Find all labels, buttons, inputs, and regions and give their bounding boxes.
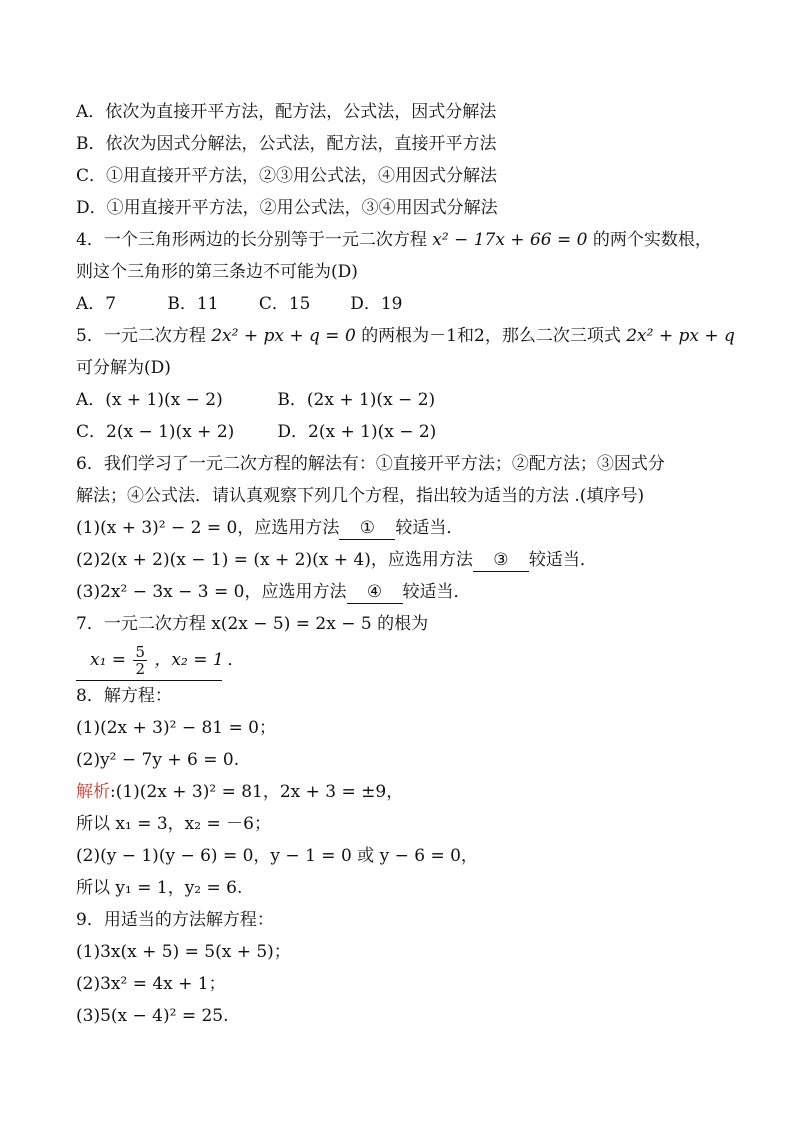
q6-item-1 bbox=[76, 512, 736, 544]
q8-solution-3: (2)(y − 1)(y − 6) = 0，y − 1 = 0 或 y − 6 = 0， bbox=[76, 846, 478, 866]
q6-item-3-equation: (3)2x² − 3x − 3 = 0，应选用方法 bbox=[76, 582, 347, 602]
option-a-line: A．依次为直接开平方法，配方法，公式法，因式分解法 bbox=[76, 102, 497, 122]
jiexi-label: 解析 bbox=[76, 782, 110, 802]
question-7-answer bbox=[76, 640, 736, 680]
question-9-title: 9．用适当的方法解方程： bbox=[76, 910, 274, 930]
option-c-line: C．①用直接开平方法，②③用公式法，④用因式分解法 bbox=[76, 166, 498, 186]
q4-text-tail: 的两个实数根， bbox=[592, 230, 712, 250]
question-4-options bbox=[76, 288, 736, 320]
option-b-line: B．依次为因式分解法，公式法，配方法，直接开平方法 bbox=[76, 134, 497, 154]
q7-fraction-denominator: 2 bbox=[135, 660, 146, 678]
q7-end-mark: ． bbox=[227, 650, 245, 670]
q6-item-2 bbox=[76, 544, 736, 576]
q4-option-d: D．19 bbox=[350, 294, 403, 314]
q5-text-mid: 的两根为－1和2，那么二次三项式 bbox=[361, 326, 621, 346]
q7-answer-blank bbox=[76, 640, 222, 681]
q8-solution-1 bbox=[76, 776, 736, 808]
q5-expression: 2x² + px + q bbox=[626, 326, 735, 346]
q9-equation-1: (1)3x(x + 5) = 5(x + 5)； bbox=[76, 942, 291, 962]
q5-text: 5．一元二次方程 bbox=[76, 326, 206, 346]
q7-x1-label: x₁ = bbox=[90, 650, 127, 670]
q8-solution-2: 所以 x₁ = 3，x₂ = －6； bbox=[76, 814, 271, 834]
q8-solution-1-text: :(1)(2x + 3)² = 81，2x + 3 = ±9， bbox=[110, 782, 404, 802]
q6-item-1-answer-blank: ① bbox=[339, 517, 395, 540]
q6-item-3-answer-blank: ④ bbox=[347, 581, 403, 604]
q4-option-b: B．11 bbox=[167, 294, 219, 314]
question-5-options-row2 bbox=[76, 416, 736, 448]
q4-equation: x² − 17x + 66 = 0 bbox=[432, 230, 588, 250]
q9-equation-3: (3)5(x − 4)² = 25. bbox=[76, 1006, 229, 1026]
question-4-stem bbox=[76, 224, 736, 256]
q7-x2-part: ，x₂ = 1 bbox=[154, 650, 224, 670]
q7-fraction-numerator: 5 bbox=[135, 643, 146, 661]
q4-text: 4．一个三角形两边的长分别等于一元二次方程 bbox=[76, 230, 427, 250]
q6-item-2-equation: (2)2(x + 2)(x − 1) = (x + 2)(x + 4)，应选用方法 bbox=[76, 550, 473, 570]
q5-option-c: C．2(x − 1)(x + 2) bbox=[76, 422, 235, 442]
question-6-stem-line2: 解法；④公式法．请认真观察下列几个方程，指出较为适当的方法 .(填序号) bbox=[76, 486, 645, 506]
q7-fraction bbox=[133, 644, 147, 677]
q6-item-3-tail: 较适当． bbox=[402, 582, 471, 602]
q6-item-1-equation: (1)(x + 3)² − 2 = 0，应选用方法 bbox=[76, 518, 340, 538]
q4-option-a: A．7 bbox=[76, 294, 117, 314]
q5-equation: 2x² + px + q = 0 bbox=[211, 326, 356, 346]
worksheet-page bbox=[76, 96, 736, 1032]
question-6-stem: 6．我们学习了一元二次方程的解法有：①直接开平方法；②配方法；③因式分 bbox=[76, 454, 665, 474]
q5-option-a: A．(x + 1)(x − 2) bbox=[76, 390, 223, 410]
question-5-options-row1 bbox=[76, 384, 736, 416]
q4-option-c: C．15 bbox=[258, 294, 311, 314]
q8-equation-1: (1)(2x + 3)² − 81 = 0； bbox=[76, 718, 276, 738]
q6-item-1-tail: 较适当． bbox=[395, 518, 464, 538]
q8-solution-4: 所以 y₁ = 1，y₂ = 6. bbox=[76, 878, 243, 898]
q6-item-2-tail: 较适当． bbox=[528, 550, 597, 570]
option-d-line: D．①用直接开平方法，②用公式法，③④用因式分解法 bbox=[76, 198, 498, 218]
question-4-stem-line2: 则这个三角形的第三条边不可能为(D) bbox=[76, 262, 358, 282]
q6-item-2-answer-blank: ③ bbox=[473, 549, 529, 572]
q5-option-b: B．(2x + 1)(x − 2) bbox=[277, 390, 436, 410]
question-5-stem-line2: 可分解为(D) bbox=[76, 358, 171, 378]
question-7-stem: 7．一元二次方程 x(2x − 5) = 2x − 5 的根为 bbox=[76, 614, 429, 634]
q5-option-d: D．2(x + 1)(x − 2) bbox=[277, 422, 437, 442]
q9-equation-2: (2)3x² = 4x + 1； bbox=[76, 974, 226, 994]
q6-item-3 bbox=[76, 576, 736, 608]
q8-equation-2: (2)y² − 7y + 6 = 0. bbox=[76, 750, 240, 770]
question-8-title: 8．解方程： bbox=[76, 686, 172, 706]
question-5-stem bbox=[76, 320, 736, 352]
